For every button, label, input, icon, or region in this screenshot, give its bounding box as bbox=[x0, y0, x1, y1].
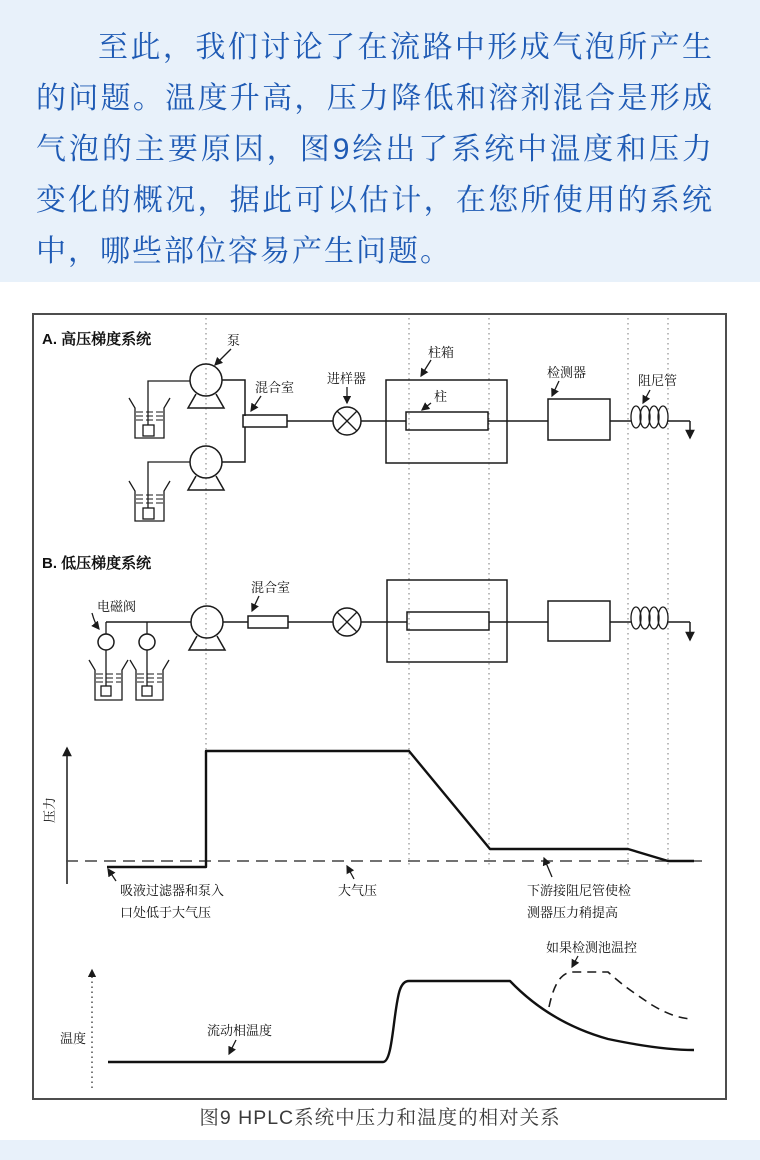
section-b-title: B. 低压梯度系统 bbox=[42, 555, 152, 572]
solenoid-valve-label: 电磁阀 bbox=[97, 599, 137, 614]
pump-label: 泵 bbox=[227, 333, 241, 348]
column-label: 柱 bbox=[434, 389, 448, 404]
damper-label: 阻尼管 bbox=[638, 373, 678, 388]
figure-border bbox=[33, 314, 726, 1099]
temperature-axis-label: 温度 bbox=[60, 1031, 87, 1046]
section-a-title: A. 高压梯度系统 bbox=[42, 331, 152, 348]
mobile-phase-label: 流动相温度 bbox=[207, 1023, 273, 1038]
inlet-note-line2: 口处低于大气压 bbox=[120, 905, 212, 920]
injector-label: 进样器 bbox=[327, 371, 367, 386]
detector-cell-label: 如果检测池温控 bbox=[546, 940, 638, 955]
column-oven-label: 柱箱 bbox=[428, 345, 455, 360]
mixer-label: 混合室 bbox=[251, 580, 291, 595]
pressure-axis-label: 压力 bbox=[42, 796, 57, 824]
inlet-note-line1: 吸液过滤器和泵入 bbox=[120, 883, 225, 898]
detector-label: 检测器 bbox=[547, 365, 587, 380]
mixer-label: 混合室 bbox=[255, 380, 295, 395]
figure-caption: 图9 HPLC系统中压力和温度的相对关系 bbox=[199, 1107, 561, 1129]
intro-paragraph: 至此，我们讨论了在流路中形成气泡所产生的问题。温度升高，压力降低和溶剂混合是形成气泡的主要原因，图9绘出了系统中温度和压力变化的概况，据此可以估计，在您所使用的系统中，哪些部位容易产生问题。 bbox=[36, 31, 714, 268]
damper-note-line1: 下游接阻尼管使检 bbox=[527, 883, 632, 898]
damper-note-line2: 测器压力稍提高 bbox=[527, 905, 619, 920]
atmosphere-label: 大气压 bbox=[338, 883, 378, 898]
